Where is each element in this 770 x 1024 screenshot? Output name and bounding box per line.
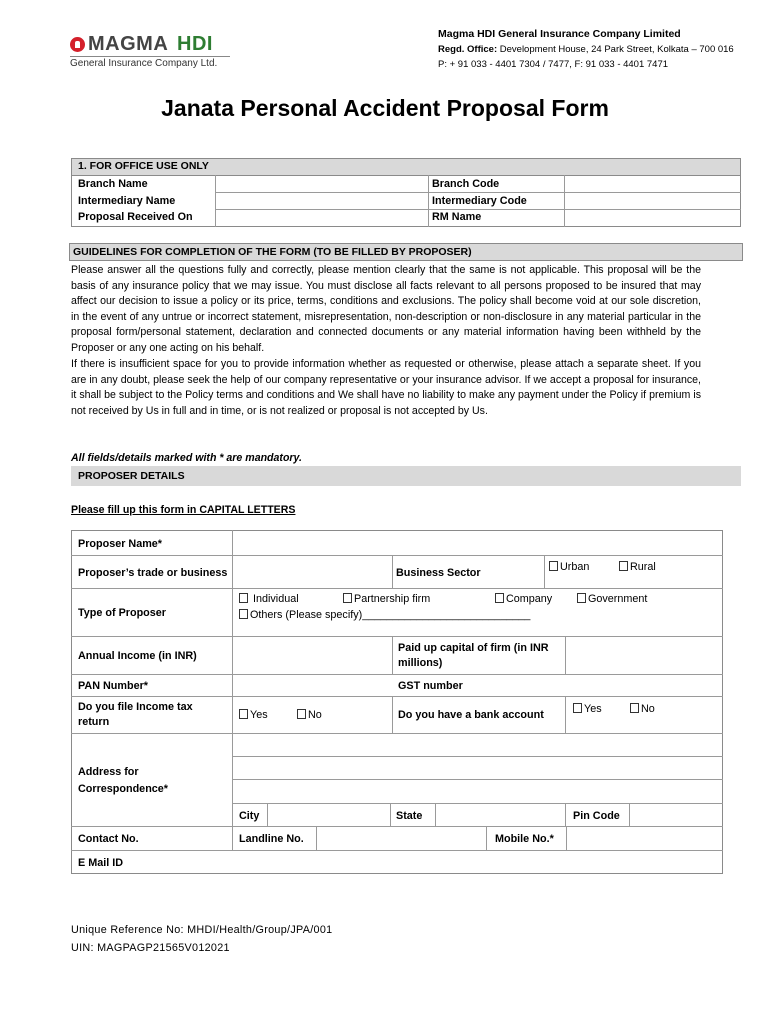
bank-yes-label: Yes [584, 703, 602, 715]
others-label: Others (Please specify)____________________________ [250, 609, 531, 621]
annual-income-label: Annual Income (in INR) [78, 650, 197, 662]
address-label-2: Correspondence* [78, 783, 168, 795]
email-label: E Mail ID [78, 857, 123, 869]
others-option[interactable] [239, 609, 530, 621]
proposal-received-label: Proposal Received On [78, 211, 193, 223]
city-field[interactable] [269, 805, 389, 825]
phone-line: P: + 91 033 - 4401 7304 / 7477, F: 91 033 - 4401 7471 [438, 59, 669, 70]
tax-yes-option[interactable] [239, 709, 268, 721]
bank-yes-checkbox[interactable] [573, 703, 582, 713]
registered-office [438, 44, 734, 55]
partnership-option[interactable] [343, 593, 430, 605]
business-sector-label: Business Sector [396, 567, 481, 579]
income-tax-label-2: return [78, 716, 110, 728]
others-checkbox[interactable] [239, 609, 248, 619]
government-checkbox[interactable] [577, 593, 586, 603]
guidelines-paragraph-2: If there is insufficient space for you to provide information whether as requested or otherwise, please attach a separate sheet. If you are in any doubt, please seek the help of our company representative or your insurance advisor. If we accept a proposal for insurance, it shall be subject to the Policy terms and conditions and We shall have no liability to make any payment under the Policy if premium is not received by Us in full and in time, or is not realized or proposal is not accepted by Us. [71, 358, 701, 417]
urban-checkbox[interactable] [549, 561, 558, 571]
government-label: Government [588, 593, 648, 605]
pin-code-label: Pin Code [573, 810, 620, 822]
gst-number-field[interactable] [470, 676, 720, 694]
page-title: Janata Personal Accident Proposal Form [161, 95, 609, 121]
guidelines-paragraph-1: Please answer all the questions fully and correctly, please mention clearly that the same is not applicable. This proposal will be the basis of any insurance policy that we may issue. You must disclose all facts relevant to all persons proposed to be insured that may affect our decision to issue a policy or its price, terms, conditions and exclusions. The policy shall become void at our sole discretion, in the event of any untrue or incorrect statement, misrepresentation, non-description or non-disclosure in any material particular in the proposal form/personal statement, declaration and connected documents or any material information having been withheld by the Proposer or any one acting on his behalf. [71, 264, 701, 354]
annual-income-field[interactable] [234, 638, 390, 672]
company-checkbox[interactable] [495, 593, 504, 603]
pan-number-field[interactable] [234, 676, 390, 694]
proposer-name-field[interactable] [234, 532, 720, 553]
rm-name-field[interactable] [566, 211, 739, 225]
tax-no-label: No [308, 709, 322, 721]
unique-reference: Unique Reference No: MHDI/Health/Group/JPA/001 [71, 924, 333, 936]
urban-option[interactable] [549, 561, 589, 573]
government-option[interactable] [577, 593, 647, 605]
bank-no-checkbox[interactable] [630, 703, 639, 713]
landline-label: Landline No. [239, 833, 304, 845]
landline-field[interactable] [318, 828, 485, 849]
pan-number-label: PAN Number* [78, 680, 148, 692]
logo-icon [70, 37, 85, 52]
gst-number-label: GST number [398, 680, 463, 692]
regd-label: Regd. Office: [438, 44, 498, 55]
company-name: Magma HDI General Insurance Company Limited [438, 28, 681, 40]
income-tax-label-1: Do you file Income tax [78, 701, 193, 713]
logo-magma: MAGMA [88, 33, 169, 55]
rm-name-label: RM Name [432, 211, 482, 223]
guidelines-heading: GUIDELINES FOR COMPLETION OF THE FORM (TO BE FILLED BY PROPOSER) [73, 246, 472, 258]
proposer-name-label: Proposer Name* [78, 538, 163, 550]
branch-code-field[interactable] [566, 177, 739, 191]
bank-yes-option[interactable] [573, 703, 602, 715]
tax-yes-label: Yes [250, 709, 268, 721]
intermediary-code-field[interactable] [566, 194, 739, 208]
address-label-1: Address for [78, 766, 139, 778]
proposal-received-field[interactable] [217, 211, 427, 225]
paid-up-capital-label-2: millions) [398, 657, 443, 669]
mandatory-note: All fields/details marked with * are mandatory. [71, 452, 302, 464]
individual-checkbox[interactable] [239, 593, 248, 603]
individual-option[interactable] [239, 593, 299, 605]
address-line-2-field[interactable] [234, 758, 720, 778]
branch-name-label: Branch Name [78, 178, 148, 190]
pin-code-field[interactable] [631, 805, 721, 825]
state-label: State [396, 810, 423, 822]
paid-up-capital-label-1: Paid up capital of firm (in INR [398, 642, 549, 654]
trade-business-field[interactable] [234, 557, 390, 586]
partnership-checkbox[interactable] [343, 593, 352, 603]
email-field[interactable] [234, 852, 720, 872]
bank-account-label: Do you have a bank account [398, 709, 544, 721]
company-option[interactable] [495, 593, 552, 605]
contact-no-label: Contact No. [78, 833, 139, 845]
mobile-label: Mobile No.* [495, 833, 554, 845]
tax-no-option[interactable] [297, 709, 322, 721]
logo-hdi: HDI [177, 33, 213, 55]
proposer-heading: PROPOSER DETAILS [78, 470, 185, 482]
logo-subtitle: General Insurance Company Ltd. [70, 56, 230, 69]
paid-up-capital-field[interactable] [567, 638, 721, 672]
urban-label: Urban [560, 561, 590, 573]
state-field[interactable] [437, 805, 564, 825]
tax-no-checkbox[interactable] [297, 709, 306, 719]
city-label: City [239, 810, 260, 822]
rural-checkbox[interactable] [619, 561, 628, 571]
rural-option[interactable] [619, 561, 656, 573]
individual-label: Individual [250, 593, 299, 605]
bank-no-label: No [641, 703, 655, 715]
uin: UIN: MAGPAGP21565V012021 [71, 942, 230, 954]
regd-address: Development House, 24 Park Street, Kolkata – 700 016 [497, 44, 734, 55]
bank-no-option[interactable] [630, 703, 655, 715]
office-heading: 1. FOR OFFICE USE ONLY [78, 160, 209, 172]
branch-code-label: Branch Code [432, 178, 500, 190]
intermediary-name-label: Intermediary Name [78, 195, 176, 207]
rural-label: Rural [630, 561, 656, 573]
address-line-1-field[interactable] [234, 735, 720, 755]
mobile-field[interactable] [568, 828, 721, 849]
type-of-proposer-label: Type of Proposer [78, 607, 166, 619]
capital-letters-note: Please fill up this form in CAPITAL LETTERS [71, 504, 296, 516]
address-line-3-field[interactable] [234, 781, 720, 802]
trade-business-label: Proposer’s trade or business [78, 567, 228, 579]
partnership-label: Partnership firm [354, 593, 431, 605]
intermediary-name-field[interactable] [217, 194, 427, 208]
intermediary-code-label: Intermediary Code [432, 195, 527, 207]
tax-yes-checkbox[interactable] [239, 709, 248, 719]
branch-name-field[interactable] [217, 177, 427, 191]
company-label: Company [506, 593, 553, 605]
